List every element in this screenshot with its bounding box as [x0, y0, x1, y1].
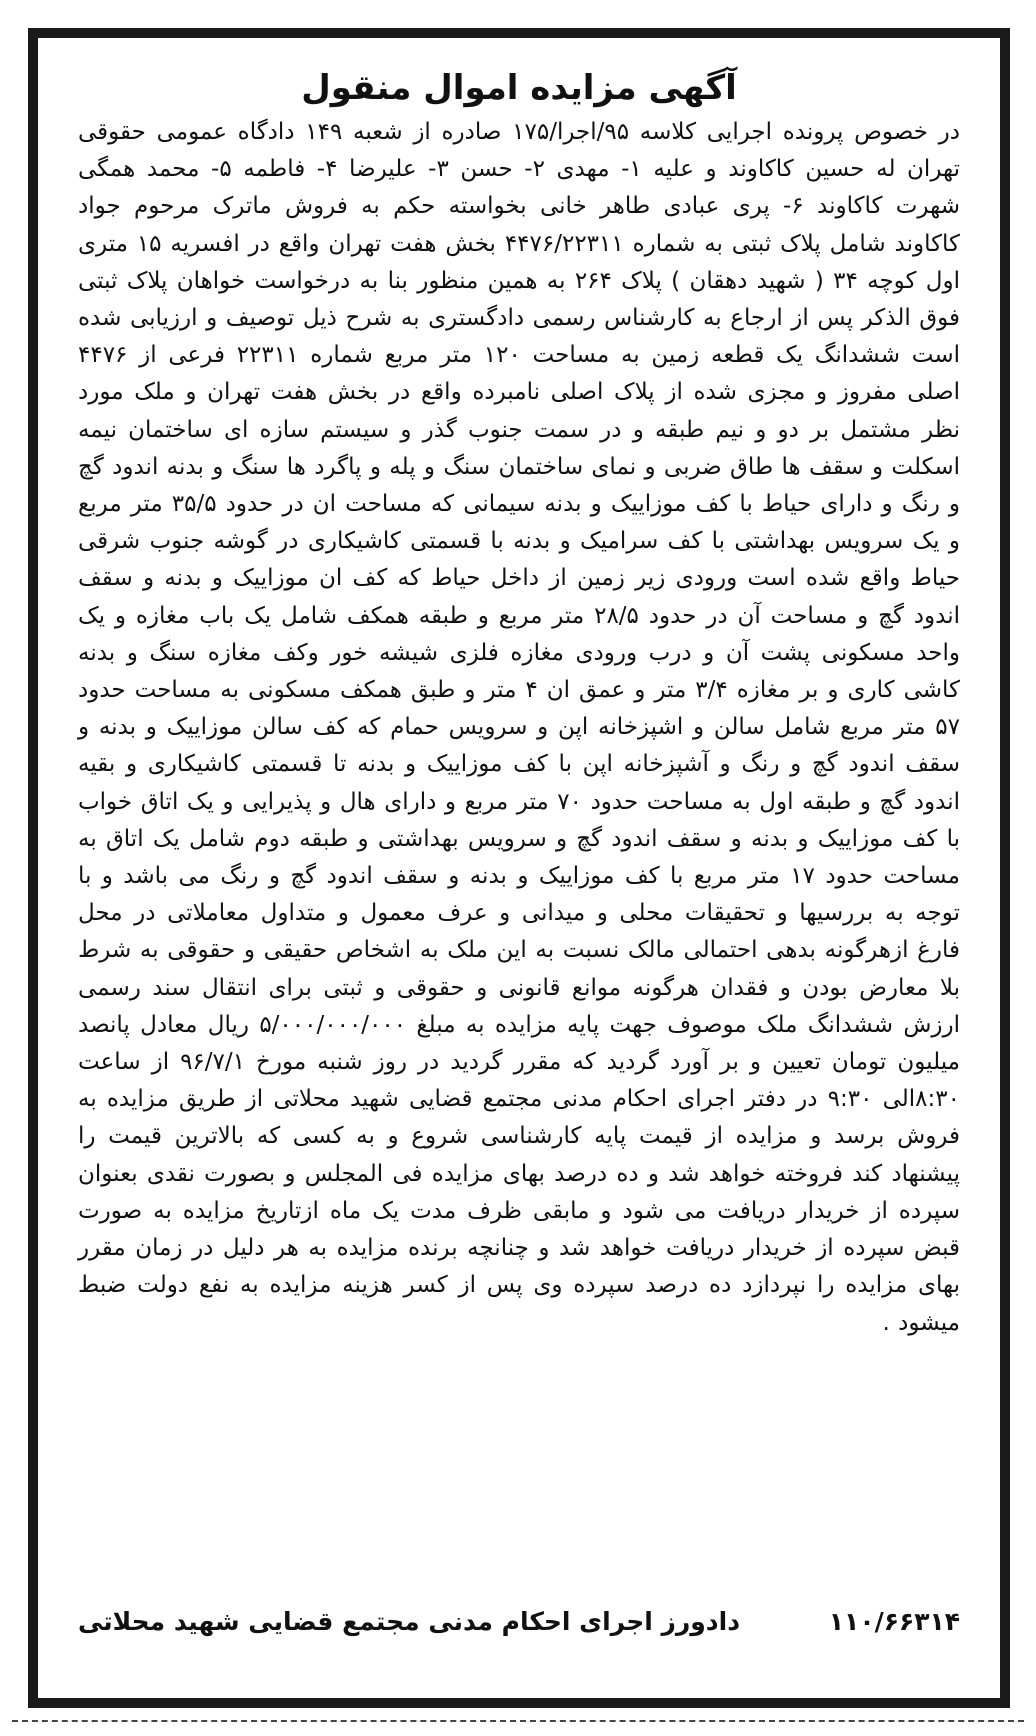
notice-frame — [28, 28, 1010, 1708]
notice-content — [78, 64, 960, 1674]
signature: دادورز اجرای احکام مدنی مجتمع قضایی شهید محلاتی — [78, 1607, 741, 1636]
notice-footer — [78, 1604, 960, 1640]
notice-body: در خصوص پرونده اجرایی کلاسه ۹۵/اجرا/۱۷۵ صادره از شعبه ۱۴۹ دادگاه عمومی حقوقی تهران له حسین کاکاوند و علیه ۱- مهدی ۲- حسن ۳- علیرضا ۴- فاطمه ۵- محمد همگی شهرت کاکاوند ۶- پری عبادی طاهر خانی بخواسته حکم به فروش ماترک مرحوم جواد کاکاوند شامل پلاک ثبتی به شماره ۴۴۷۶/۲۲۳۱۱ بخش هفت تهران واقع در افسریه ۱۵ متری اول کوچه ۳۴ ( شهید دهقان ) پلاک ۲۶۴ به همین منظور بنا به درخواست خواهان پلاک ثبتی فوق الذکر پس از ارجاع به کارشناس رسمی دادگستری به شرح ذیل توصیف و ارزیابی شده است ششدانگ یک قطعه زمین به مساحت ۱۲۰ متر مربع شماره ۲۲۳۱۱ فرعی از ۴۴۷۶ اصلی مفروز و مجزی شده از پلاک اصلی نامبرده واقع در بخش هفت تهران و ملک مورد نظر مشتمل بر دو و نیم طبقه و در سمت جنوب گذر و سیستم سازه ای ساختمان نیمه اسکلت و سقف ها طاق ضربی و نمای ساختمان سنگ و پله و پاگرد ها سنگ و بدنه اندود گچ و رنگ و دارای حیاط با کف موزاییک و بدنه سیمانی که مساحت ان در حدود ۳۵/۵ متر مربع و یک سرویس بهداشتی با کف سرامیک و بدنه با قسمتی کاشیکاری در گوشه جنوب شرقی حیاط واقع شده است ورودی زیر زمین از داخل حیاط که کف ان موزاییک و بدنه و سقف اندود گچ و مساحت آن در حدود ۲۸/۵ متر مربع و طبقه همکف شامل یک باب مغازه و یک واحد مسکونی پشت آن و درب ورودی مغازه فلزی شیشه خور وکف مغازه سنگ و بدنه کاشی کاری و بر مغازه ۳/۴ متر و عمق ان ۴ متر و طبق همکف مسکونی به مساحت حدود ۵۷ متر مربع شامل سالن و اشپزخانه اپن و سرویس حمام که کف سالن موزاییک و بدنه و سقف اندود گچ و رنگ و آشپزخانه اپن با کف موزاییک و بدنه تا قسمتی کاشیکاری و بقیه اندود گچ و طبقه اول به مساحت حدود ۷۰ متر مربع و دارای هال و پذیرایی و یک اتاق خواب با کف موزاییک و بدنه و سقف اندود گچ و سرویس بهداشتی و طبقه دوم شامل یک اتاق به مساحت حدود ۱۷ متر مربع با کف موزاییک و بدنه و سقف اندود گچ و رنگ می باشد و با توجه به بررسیها و تحقیقات محلی و میدانی و عرف معمول و متداول معاملاتی در محل فارغ ازهرگونه بدهی احتمالی مالک نسبت به این ملک به اشخاص حقیقی و حقوقی به شرط بلا معارض بودن و فقدان هرگونه موانع قانونی و حقوقی و ثبتی برای انتقال سند رسمی ارزش ششدانگ ملک موصوف جهت پایه مزایده به مبلغ ۵/۰۰۰/۰۰۰/۰۰۰ ریال معادل پانصد میلیون تومان تعیین و بر آورد گردید که مقرر گردید در روز شنبه مورخ ۹۶/۷/۱ از ساعت ۸:۳۰الی ۹:۳۰ در دفتر اجرای احکام مدنی مجتمع قضایی شهید محلاتی از طریق مزایده به فروش برسد و مزایده از قیمت پایه کارشناسی شروع و به کسی که بالاترین قیمت را پیشنهاد کند فروخته خواهد شد و ده درصد بهای مزایده فی المجلس و بصورت نقدی بعنوان سپرده از خریدار دریافت می شود و مابقی ظرف مدت یک ماه ازتاریخ مزایده به صورت قبض سپرده از خریدار دریافت خواهد شد و چنانچه برنده مزایده به هر دلیل در زمان مقرر بهای مزایده را نپردازد ده درصد سپرده وی پس از کسر هزینه مزایده به نفع دولت ضبط میشود . — [78, 119, 961, 1336]
reference-number: ۱۱۰/۶۶۳۱۴ — [828, 1607, 960, 1636]
notice-title: آگهی مزایده اموال منقول — [301, 68, 737, 108]
bottom-divider — [12, 1720, 1024, 1722]
